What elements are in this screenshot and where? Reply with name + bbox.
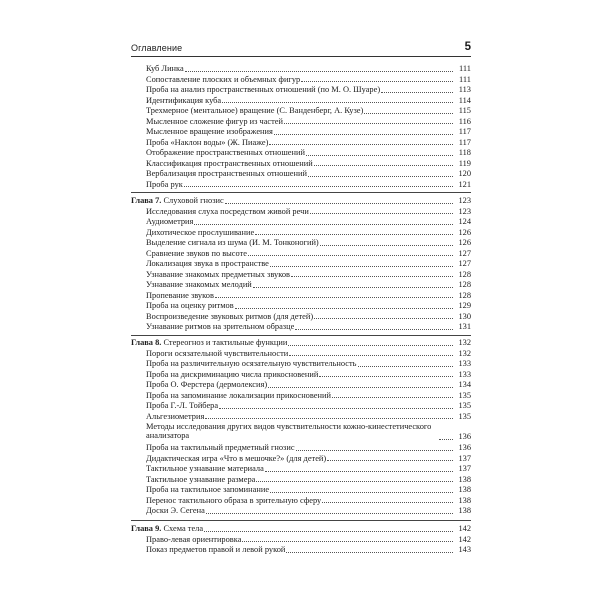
toc-entry[interactable]: Проба на тактильный предметный гнозис 136 [146,443,471,452]
toc-entry[interactable]: Проба Г.-Л. Тойбера 135 [146,401,471,410]
page-number: 5 [464,41,471,53]
toc-entry[interactable]: Проба на запоминание локализации прикосновений 135 [146,390,471,400]
toc-entry[interactable]: Сопоставление плоских и объемных фигур 111 [146,74,471,84]
toc-entry[interactable]: Выделение сигнала из шума (И. М. Тонконогий) 126 [146,238,471,247]
toc-entry[interactable]: Проба на тактильное запоминание 138 [146,485,471,494]
chapter-separator [131,335,471,336]
toc-entry[interactable]: Проба рук 121 [146,179,471,189]
chapter-separator [131,192,471,193]
toc-entry[interactable]: Мысленное вращение изображения 117 [146,127,471,136]
toc-entry-multiline[interactable]: Методы исследования других видов чувствительности кожно-кинестетического анализатора 136 [146,421,471,441]
toc-entry[interactable]: Проба О. Ферстера (дермолексия) 134 [146,380,471,389]
toc-entry[interactable]: Проба «Наклон воды» (Ж. Пиаже) 117 [146,137,471,147]
toc-entry[interactable]: Показ предметов правой и левой рукой 143 [146,545,471,554]
toc-entry[interactable]: Проба на оценку ритмов 129 [146,301,471,310]
toc-entry[interactable]: Дидактическая игра «Что в мешочке?» (для детей) 137 [146,453,471,463]
toc-entry[interactable]: Альгезиометрия 135 [146,411,471,421]
chapter-separator [131,520,471,521]
chapter-8-heading[interactable]: Глава 8. Стереогноз и тактильные функции 132 [131,338,471,347]
toc-entry[interactable]: Пропевание звуков 128 [146,290,471,300]
toc-entry[interactable]: Проба на различительную осязательную чувствительность 133 [146,359,471,368]
toc-entry[interactable]: Классификация пространственных отношений 119 [146,158,471,168]
chapter-9-heading[interactable]: Глава 9. Схема тела 142 [131,524,471,533]
toc-entry[interactable]: Право-левая ориентировка 142 [146,534,471,544]
toc-entry[interactable]: Пороги осязательной чувствительности 132 [146,348,471,358]
toc-entry[interactable]: Идентификация куба 114 [146,95,471,105]
toc-entry[interactable]: Вербализация пространственных отношений 120 [146,169,471,178]
toc-entry[interactable]: Сравнение звуков по высоте 127 [146,248,471,258]
toc-entry[interactable]: Проба на анализ пространственных отношений (по М. О. Шуаре) 113 [146,85,471,94]
toc-entry[interactable]: Перенос тактильного образа в зрительную сферу 138 [146,495,471,505]
toc-entry[interactable]: Проба на дискриминацию числа прикосновений 133 [146,369,471,379]
toc-entry[interactable]: Отображение пространственных отношений 118 [146,148,471,157]
toc-entry[interactable]: Куб Линка 111 [146,64,471,73]
toc-entry[interactable]: Узнавание знакомых мелодий 128 [146,280,471,289]
toc-entry[interactable]: Тактильное узнавание материала 137 [146,464,471,473]
running-title: Оглавление [131,43,183,53]
chapter-7-heading[interactable]: Глава 7. Слуховой гнозис 123 [131,196,471,205]
toc-entry[interactable]: Дихотическое прослушивание 126 [146,227,471,237]
toc-entry[interactable]: Узнавание ритмов на зрительном образце 131 [146,322,471,331]
toc-entry[interactable]: Узнавание знакомых предметных звуков 128 [146,269,471,279]
toc-entry[interactable]: Доски Э. Сегена 138 [146,506,471,515]
toc-entry[interactable]: Трехмерное (ментальное) вращение (С. Ванденберг, А. Кузе) 115 [146,106,471,115]
toc-entry[interactable]: Локализация звука в пространстве 127 [146,259,471,268]
toc-entry[interactable]: Тактильное узнавание размера 138 [146,474,471,484]
toc-entry[interactable]: Воспроизведение звуковых ритмов (для детей) 130 [146,311,471,321]
toc-entry[interactable]: Исследования слуха посредством живой речи 123 [146,206,471,216]
toc-entry[interactable]: Мысленное сложение фигур из частей 116 [146,116,471,126]
toc-entry[interactable]: Аудиометрия 124 [146,217,471,226]
